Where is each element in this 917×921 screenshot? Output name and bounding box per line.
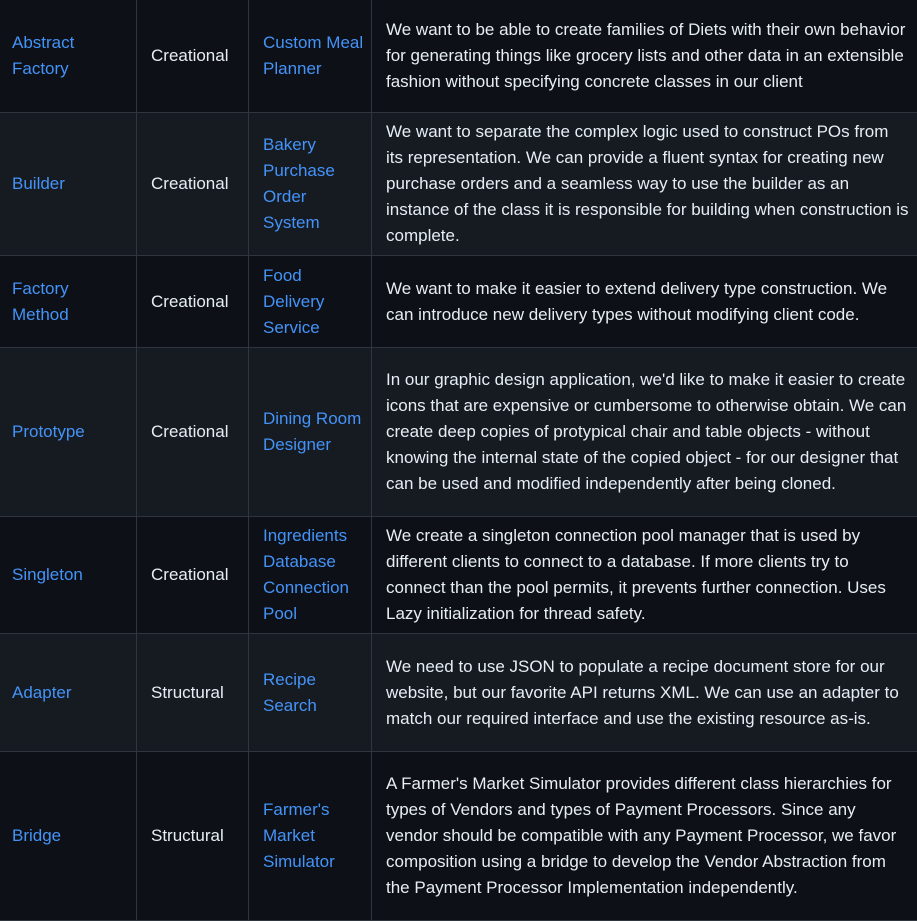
example-cell (249, 634, 372, 752)
pattern-link-prototype[interactable]: Prototype (12, 422, 85, 441)
category-text: Structural (151, 826, 224, 845)
category-text: Structural (151, 683, 224, 702)
category-cell (137, 256, 249, 348)
pattern-cell (0, 256, 137, 348)
description-text: In our graphic design application, we'd like to make it easier to create icons that are expensive or cumbersome to otherwise obtain. We can create deep copies of protypical chair and table objects - without knowing the internal state of the copied object - for our designer that can be used and modified independently after being cloned. (386, 370, 906, 493)
example-cell (249, 256, 372, 348)
example-cell (249, 517, 372, 634)
pattern-link-singleton[interactable]: Singleton (12, 565, 83, 584)
description-cell (372, 752, 917, 921)
description-text: We want to be able to create families of Diets with their own behavior for generating things like grocery lists and other data in an extensible fashion without specifying concrete classes in our client (386, 20, 905, 91)
table-row (0, 517, 917, 634)
example-cell (249, 0, 372, 113)
description-cell (372, 256, 917, 348)
description-cell (372, 634, 917, 752)
table-row (0, 0, 917, 113)
category-text: Creational (151, 565, 229, 584)
example-cell (249, 752, 372, 921)
pattern-cell (0, 517, 137, 634)
pattern-link-builder[interactable]: Builder (12, 174, 65, 193)
pattern-cell (0, 0, 137, 113)
description-text: A Farmer's Market Simulator provides different class hierarchies for types of Vendors and types of Payment Processors. Since any vendor should be compatible with any Payment Processor, we favor composition using a bridge to develop the Vendor Abstraction from the Payment Processor Implementation independently. (386, 774, 896, 897)
category-cell (137, 752, 249, 921)
example-link-recipe-search[interactable]: Recipe Search (263, 670, 317, 715)
example-link-food-delivery-service[interactable]: Food Delivery Service (263, 266, 324, 337)
pattern-link-adapter[interactable]: Adapter (12, 683, 72, 702)
description-text: We need to use JSON to populate a recipe document store for our website, but our favorite API returns XML. We can use an adapter to match our required interface and use the existing resource as-is. (386, 657, 899, 728)
category-cell (137, 113, 249, 256)
description-cell (372, 348, 917, 517)
pattern-link-abstract-factory[interactable]: Abstract Factory (12, 33, 74, 78)
description-text: We create a singleton connection pool manager that is used by different clients to connect to a database. If more clients try to connect than the pool permits, it prevents further connection. Uses Lazy initialization for thread safety. (386, 526, 886, 623)
table-row (0, 752, 917, 921)
pattern-cell (0, 113, 137, 256)
pattern-cell (0, 752, 137, 921)
category-cell (137, 517, 249, 634)
description-text: We want to separate the complex logic used to construct POs from its representation. We can provide a fluent syntax for creating new purchase orders and a seamless way to use the builder as an instance of the class it is responsible for building when construction is complete. (386, 122, 909, 245)
pattern-link-bridge[interactable]: Bridge (12, 826, 61, 845)
category-cell (137, 0, 249, 113)
example-link-custom-meal-planner[interactable]: Custom Meal Planner (263, 33, 363, 78)
category-cell (137, 348, 249, 517)
pattern-link-factory-method[interactable]: Factory Method (12, 279, 69, 324)
table-row (0, 348, 917, 517)
example-link-ingredients-database-connection-pool[interactable]: Ingredients Database Connection Pool (263, 526, 349, 623)
description-text: We want to make it easier to extend delivery type construction. We can introduce new delivery types without modifying client code. (386, 279, 887, 324)
example-link-bakery-purchase-order-system[interactable]: Bakery Purchase Order System (263, 135, 335, 232)
table-row (0, 634, 917, 752)
description-cell (372, 0, 917, 113)
description-cell (372, 517, 917, 634)
category-text: Creational (151, 292, 229, 311)
example-cell (249, 113, 372, 256)
category-cell (137, 634, 249, 752)
table-row (0, 256, 917, 348)
pattern-cell (0, 634, 137, 752)
table-row (0, 113, 917, 256)
pattern-cell (0, 348, 137, 517)
category-text: Creational (151, 46, 229, 65)
description-cell (372, 113, 917, 256)
category-text: Creational (151, 422, 229, 441)
category-text: Creational (151, 174, 229, 193)
example-link-dining-room-designer[interactable]: Dining Room Designer (263, 409, 361, 454)
example-link-farmers-market-simulator[interactable]: Farmer's Market Simulator (263, 800, 335, 871)
example-cell (249, 348, 372, 517)
